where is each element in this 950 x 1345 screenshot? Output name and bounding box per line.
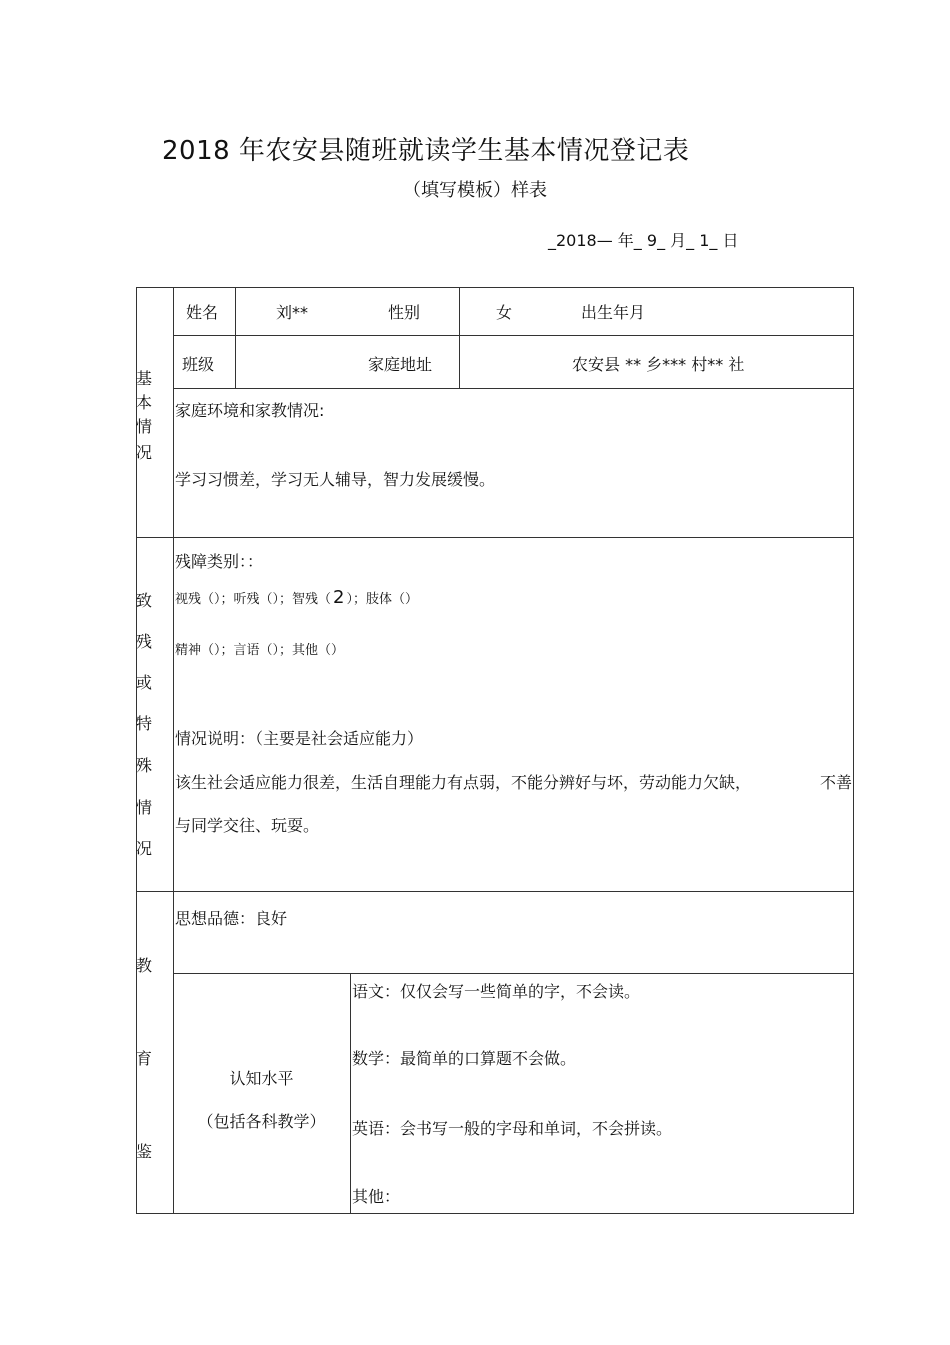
morality-text: 思想品德：良好 — [175, 909, 288, 928]
section-label-char: 本 — [135, 393, 152, 412]
family-label: 家庭环境和家教情况: — [175, 401, 325, 420]
address-label: 家庭地址 — [368, 355, 433, 374]
section-label-char: 致 — [135, 591, 152, 610]
cognition-label: 认知水平 — [229, 1069, 294, 1088]
section-label-char: 基 — [135, 369, 152, 388]
name-value: 刘** — [276, 303, 309, 322]
english-assessment: 英语：会书写一般的字母和单词，不会拼读。 — [352, 1119, 673, 1138]
form-date: _2018— 年_ 9_ 月_ 1_ 日 — [548, 231, 739, 250]
disability-line-2: 精神（）；言语（）；其他（） — [175, 643, 345, 658]
section-label-char: 况 — [135, 839, 152, 858]
section-label-char: 情 — [135, 798, 152, 817]
page-title: 2018 年农安县随班就读学生基本情况登记表 — [162, 136, 690, 166]
section-label-char: 鉴 — [135, 1142, 152, 1161]
disability-options-1-tail: ）；肢体（） — [346, 592, 418, 607]
name-label: 姓名 — [186, 303, 219, 322]
disability-line-1 — [175, 587, 418, 608]
disability-category-label: 残障类别：： — [175, 552, 264, 571]
situation-line-1-tail: 不善 — [820, 773, 853, 792]
section-label-char: 残 — [135, 632, 152, 651]
section-label-char: 殊 — [135, 756, 152, 775]
disability-options-1: 视残（）；听残（）；智残（ — [175, 592, 332, 607]
section-label-char: 情 — [135, 417, 152, 436]
chinese-assessment: 语文：仅仅会写一些简单的字，不会读。 — [352, 982, 641, 1001]
page-subtitle: （填写模板）样表 — [403, 180, 547, 201]
cognition-sublabel: （包括各科教学） — [197, 1112, 326, 1131]
gender-label: 性别 — [388, 303, 421, 322]
birth-label: 出生年月 — [581, 303, 646, 322]
section-label-char: 或 — [135, 673, 152, 692]
section-label-char: 况 — [135, 443, 152, 462]
situation-line-1: 该生社会适应能力很差，生活自理能力有点弱，不能分辨好与坏，劳动能力欠缺， — [175, 773, 752, 792]
family-text: 学习习惯差，学习无人辅导，智力发展缓慢。 — [175, 470, 496, 489]
address-value: 农安县 ** 乡*** 村** 社 — [572, 355, 745, 374]
section-label-char: 育 — [135, 1049, 152, 1068]
gender-value: 女 — [496, 303, 513, 322]
situation-line-2: 与同学交往、玩耍。 — [175, 816, 320, 835]
disability-selected-number: 2 — [333, 587, 345, 608]
class-label: 班级 — [182, 355, 215, 374]
section-label-char: 教 — [135, 956, 152, 975]
situation-label: 情况说明：（主要是社会适应能力） — [175, 729, 424, 748]
math-assessment: 数学：最简单的口算题不会做。 — [352, 1049, 577, 1068]
other-assessment: 其他： — [352, 1187, 401, 1206]
section-label-char: 特 — [135, 714, 152, 733]
